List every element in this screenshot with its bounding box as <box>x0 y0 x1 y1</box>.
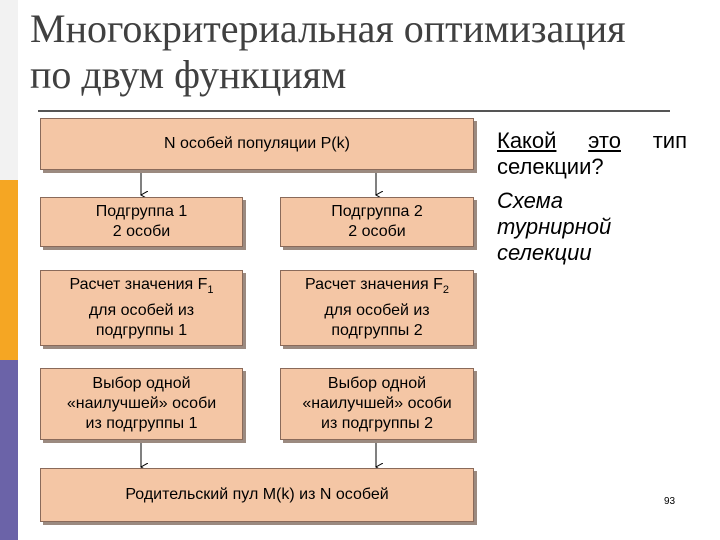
parent-pool-box <box>40 468 474 522</box>
subgroup-1-count: 2 особи <box>112 223 171 240</box>
calc-f1-subscript: 1 <box>207 284 214 297</box>
answer-text <box>497 188 687 266</box>
subgroup-2-title: Подгруппа 2 <box>331 203 423 220</box>
calc-f1-text: Расчет значения F <box>69 276 208 294</box>
subgroup-2-count: 2 особи <box>348 223 406 240</box>
question-line-1 <box>497 128 687 154</box>
calc-f2-text: Расчет значения F <box>304 276 443 294</box>
choice-2-line-1: Выбор одной <box>327 375 427 392</box>
calc-f2-line-2: для особей из <box>324 301 430 319</box>
population-box <box>40 118 474 170</box>
calc-f2-line-3: подгруппы 2 <box>331 321 423 339</box>
answer-line-3: селекции <box>497 240 592 265</box>
choice-2-line-2: «наилучшей» особи <box>302 395 452 412</box>
question-word-2: это <box>588 128 621 153</box>
calc-f1-line-3: подгруппы 1 <box>95 321 188 339</box>
calc-f2-box <box>280 270 474 346</box>
calc-f1-line-2: для особей из <box>88 301 195 319</box>
question-word-1: Какой <box>497 128 557 153</box>
subgroup-2-box <box>280 197 474 247</box>
calc-f1-line-1 <box>69 275 213 300</box>
subgroup-1-title: Подгруппа 1 <box>95 203 188 220</box>
page-number: 93 <box>664 496 676 507</box>
calc-f1-box <box>40 270 243 346</box>
parent-pool-label: Родительский пул M(k) из N особей <box>125 486 389 503</box>
calc-f2-line-1 <box>305 275 449 300</box>
choice-1-line-1: Выбор одной <box>92 375 191 392</box>
question-text <box>497 128 687 180</box>
title-line-2: по двум функциям <box>30 52 347 97</box>
choice-2-line-3: из подгруппы 2 <box>321 415 433 432</box>
question-line-2: селекции? <box>497 154 604 179</box>
calc-f2-subscript: 2 <box>442 284 450 297</box>
subgroup-1-box <box>40 197 243 247</box>
choice-1-line-2: «наилучшей» особи <box>66 395 217 412</box>
question-word-3: тип <box>652 128 687 153</box>
answer-line-2: турнирной <box>497 214 612 239</box>
choice-2-box <box>280 368 474 440</box>
title-line-1: Многокритериальная оптимизация <box>30 6 626 51</box>
population-label: N особей популяции P(k) <box>164 135 350 152</box>
answer-line-1: Схема <box>497 188 563 213</box>
choice-1-box <box>40 368 243 440</box>
choice-1-line-3: из подгруппы 1 <box>85 415 198 432</box>
